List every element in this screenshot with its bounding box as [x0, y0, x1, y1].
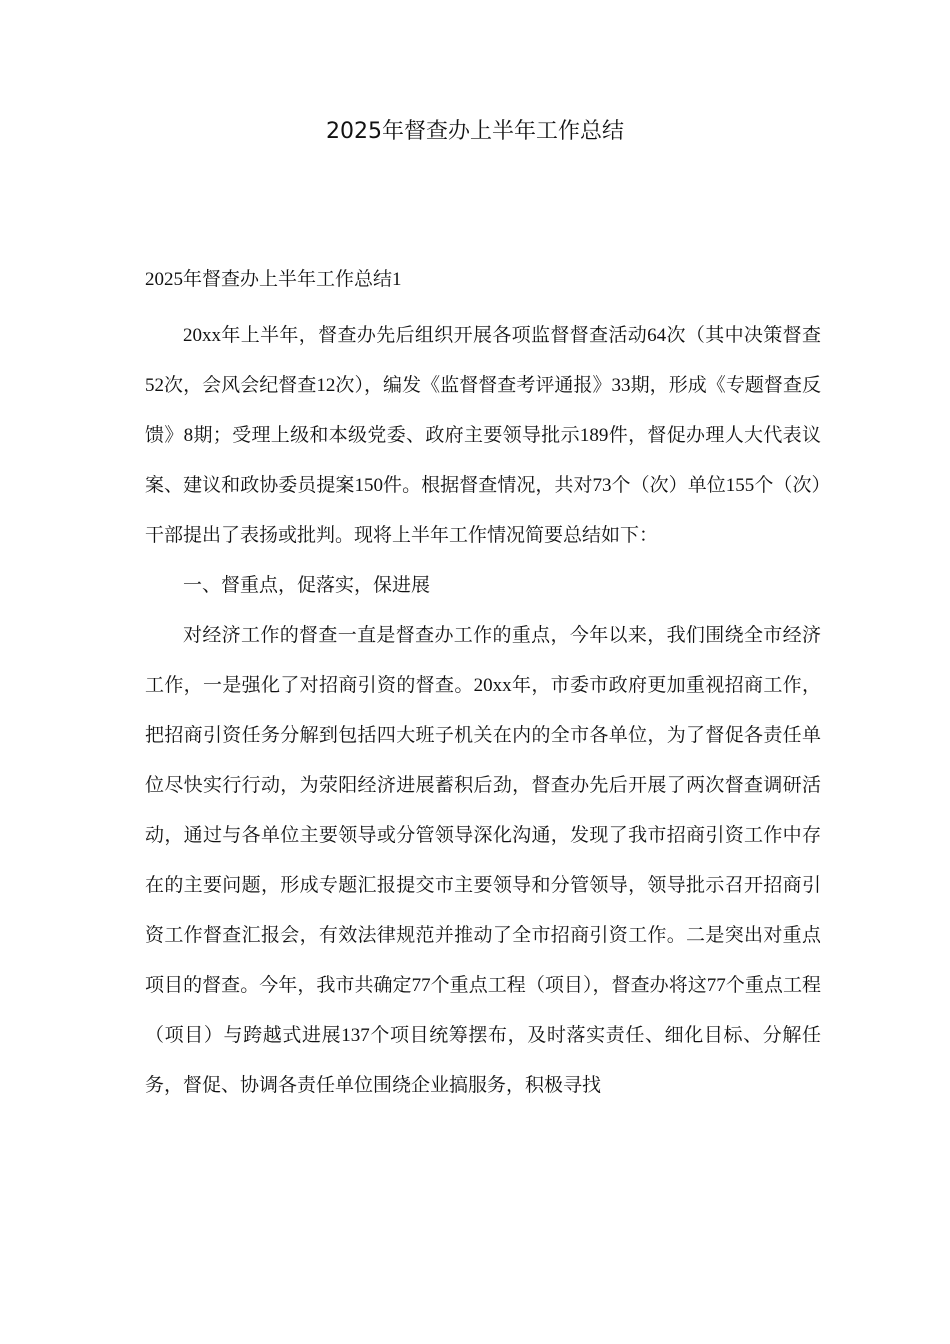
document-body: [145, 311, 821, 1111]
body-paragraph-economy: 对经济工作的督查一直是督查办工作的重点，今年以来，我们围绕全市经济工作，一是强化了对招商引资的督查。20xx年，市委市政府更加重视招商工作，把招商引资任务分解到包括四大班子机关在内的全市各单位，为了督促各责任单位尽快实行行动，为荥阳经济进展蓄积后劲，督查办先后开展了两次督查调研活动，通过与各单位主要领导或分管领导深化沟通，发现了我市招商引资工作中存在的主要问题，形成专题汇报提交市主要领导和分管领导，领导批示召开招商引资工作督查汇报会，有效法律规范并推动了全市招商引资工作。二是突出对重点项目的督查。今年，我市共确定77个重点工程（项目），督查办将这77个重点工程（项目）与跨越式进展137个项目统筹摆布，及时落实责任、细化目标、分解任务，督促、协调各责任单位围绕企业搞服务，积极寻找: [145, 625, 821, 1096]
section-heading: 2025年督查办上半年工作总结1: [145, 269, 402, 290]
body-paragraph-intro: 20xx年上半年，督查办先后组织开展各项监督督查活动64次（其中决策督查52次，会风会纪督查12次），编发《监督督查考评通报》33期，形成《专题督查反馈》8期；受理上级和本级党委、政府主要领导批示189件，督促办理人大代表议案、建议和政协委员提案150件。根据督查情况，共对73个（次）单位155个（次）干部提出了表扬或批判。现将上半年工作情况简要总结如下：: [145, 325, 821, 546]
body-paragraph-heading-one: 一、督重点，促落实，保进展: [183, 575, 431, 596]
document-title: 2025年督查办上半年工作总结: [326, 119, 624, 144]
